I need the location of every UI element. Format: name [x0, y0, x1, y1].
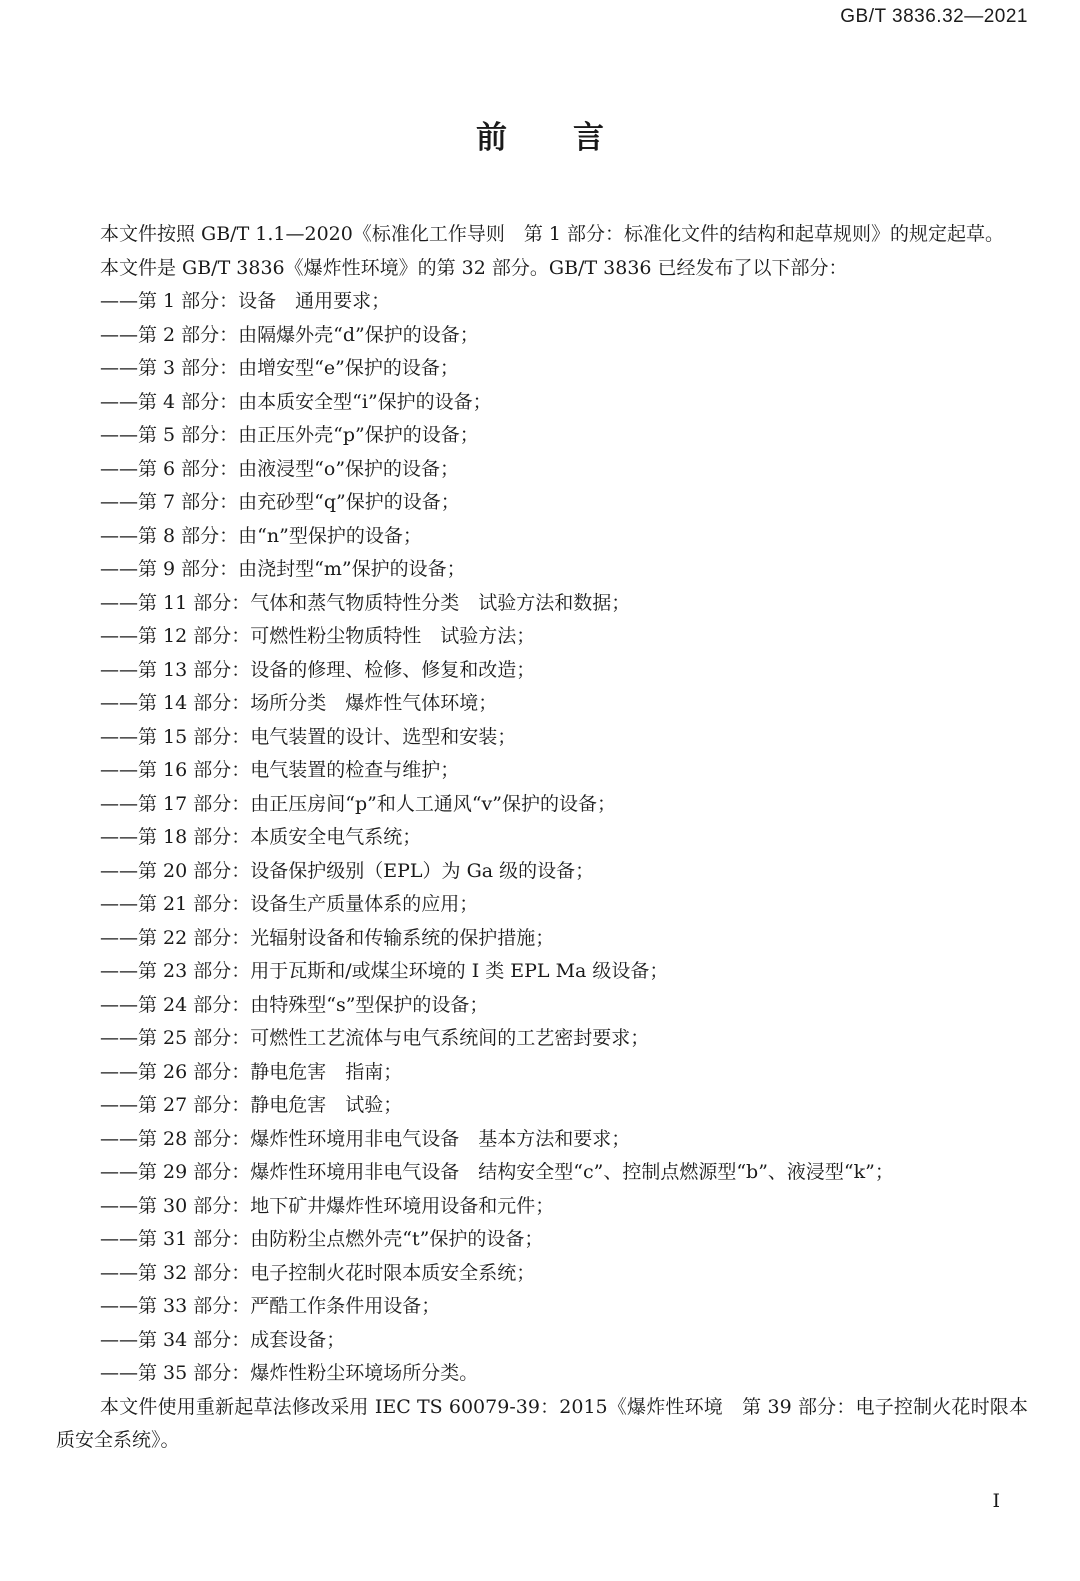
page-number: Ⅰ: [992, 1490, 1000, 1512]
list-item: ——第 18 部分：本质安全电气系统；: [100, 826, 422, 848]
published-parts-list: [56, 285, 1028, 1391]
list-item: ——第 11 部分：气体和蒸气物质特性分类 试验方法和数据；: [100, 591, 631, 614]
list-item: ——第 14 部分：场所分类 爆炸性气体环境；: [100, 692, 498, 714]
list-item: ——第 34 部分：成套设备；: [100, 1328, 346, 1351]
list-item: ——第 8 部分：由“n”型保护的设备；: [100, 524, 422, 547]
list-item: ——第 32 部分：电子控制火花时限本质安全系统；: [100, 1261, 536, 1284]
list-item: ——第 29 部分：爆炸性环境用非电气设备 结构安全型“c”、控制点燃源型“b”、液浸型“k”；: [100, 1161, 894, 1183]
list-item: ——第 28 部分：爆炸性环境用非电气设备 基本方法和要求；: [100, 1127, 631, 1150]
list-item: ——第 1 部分：设备 通用要求；: [100, 290, 391, 312]
list-item: ——第 24 部分：由特殊型“s”型保护的设备；: [100, 993, 489, 1016]
page-title: 前言: [476, 120, 670, 156]
list-item: ——第 6 部分：由液浸型“o”保护的设备；: [100, 457, 460, 480]
list-item: ——第 17 部分：由正压房间“p”和人工通风“v”保护的设备；: [100, 792, 617, 815]
list-item: ——第 7 部分：由充砂型“q”保护的设备；: [100, 491, 460, 513]
list-item: ——第 4 部分：由本质安全型“i”保护的设备；: [100, 390, 492, 413]
standard-number: GB/T 3836.32—2021: [840, 6, 1028, 27]
adoption-paragraph: 本文件使用重新起草法修改采用 IEC TS 60079-39：2015《爆炸性环境 第 39 部分：电子控制火花时限本质安全系统》。: [56, 1395, 1028, 1451]
list-item: ——第 30 部分：地下矿井爆炸性环境用设备和元件；: [100, 1194, 555, 1217]
list-item: ——第 23 部分：用于瓦斯和/或煤尘环境的 Ⅰ 类 EPL Ma 级设备；: [100, 960, 669, 982]
list-item: ——第 22 部分：光辐射设备和传输系统的保护措施；: [100, 926, 555, 949]
intro-paragraph-series: 本文件是 GB/T 3836《爆炸性环境》的第 32 部分。GB/T 3836 已经发布了以下部分：: [100, 256, 848, 279]
list-item: ——第 33 部分：严酷工作条件用设备；: [100, 1295, 441, 1317]
list-item: ——第 9 部分：由浇封型“m”保护的设备；: [100, 558, 466, 580]
list-item: ——第 31 部分：由防粉尘点燃外壳“t”保护的设备；: [100, 1228, 544, 1250]
list-item: ——第 26 部分：静电危害 指南；: [100, 1060, 403, 1083]
list-item: ——第 20 部分：设备保护级别（EPL）为 Ga 级的设备；: [100, 859, 595, 882]
list-item: ——第 21 部分：设备生产质量体系的应用；: [100, 893, 479, 915]
list-item: ——第 16 部分：电气装置的检查与维护；: [100, 759, 460, 781]
list-item: ——第 27 部分：静电危害 试验；: [100, 1094, 403, 1116]
document-body: [56, 218, 1028, 1458]
list-item: ——第 12 部分：可燃性粉尘物质特性 试验方法；: [100, 625, 536, 647]
list-item: ——第 13 部分：设备的修理、检修、修复和改造；: [100, 658, 536, 681]
list-item: ——第 2 部分：由隔爆外壳“d”保护的设备；: [100, 323, 479, 346]
list-item: ——第 5 部分：由正压外壳“p”保护的设备；: [100, 424, 479, 446]
list-item: ——第 25 部分：可燃性工艺流体与电气系统间的工艺密封要求；: [100, 1027, 650, 1049]
list-item: ——第 15 部分：电气装置的设计、选型和安装；: [100, 725, 517, 748]
intro-paragraph-drafting-rules: 本文件按照 GB/T 1.1—2020《标准化工作导则 第 1 部分：标准化文件的结构和起草规则》的规定起草。: [100, 223, 1005, 245]
list-item: ——第 35 部分：爆炸性粉尘环境场所分类。: [100, 1362, 479, 1384]
list-item: ——第 3 部分：由增安型“e”保护的设备；: [100, 357, 459, 379]
